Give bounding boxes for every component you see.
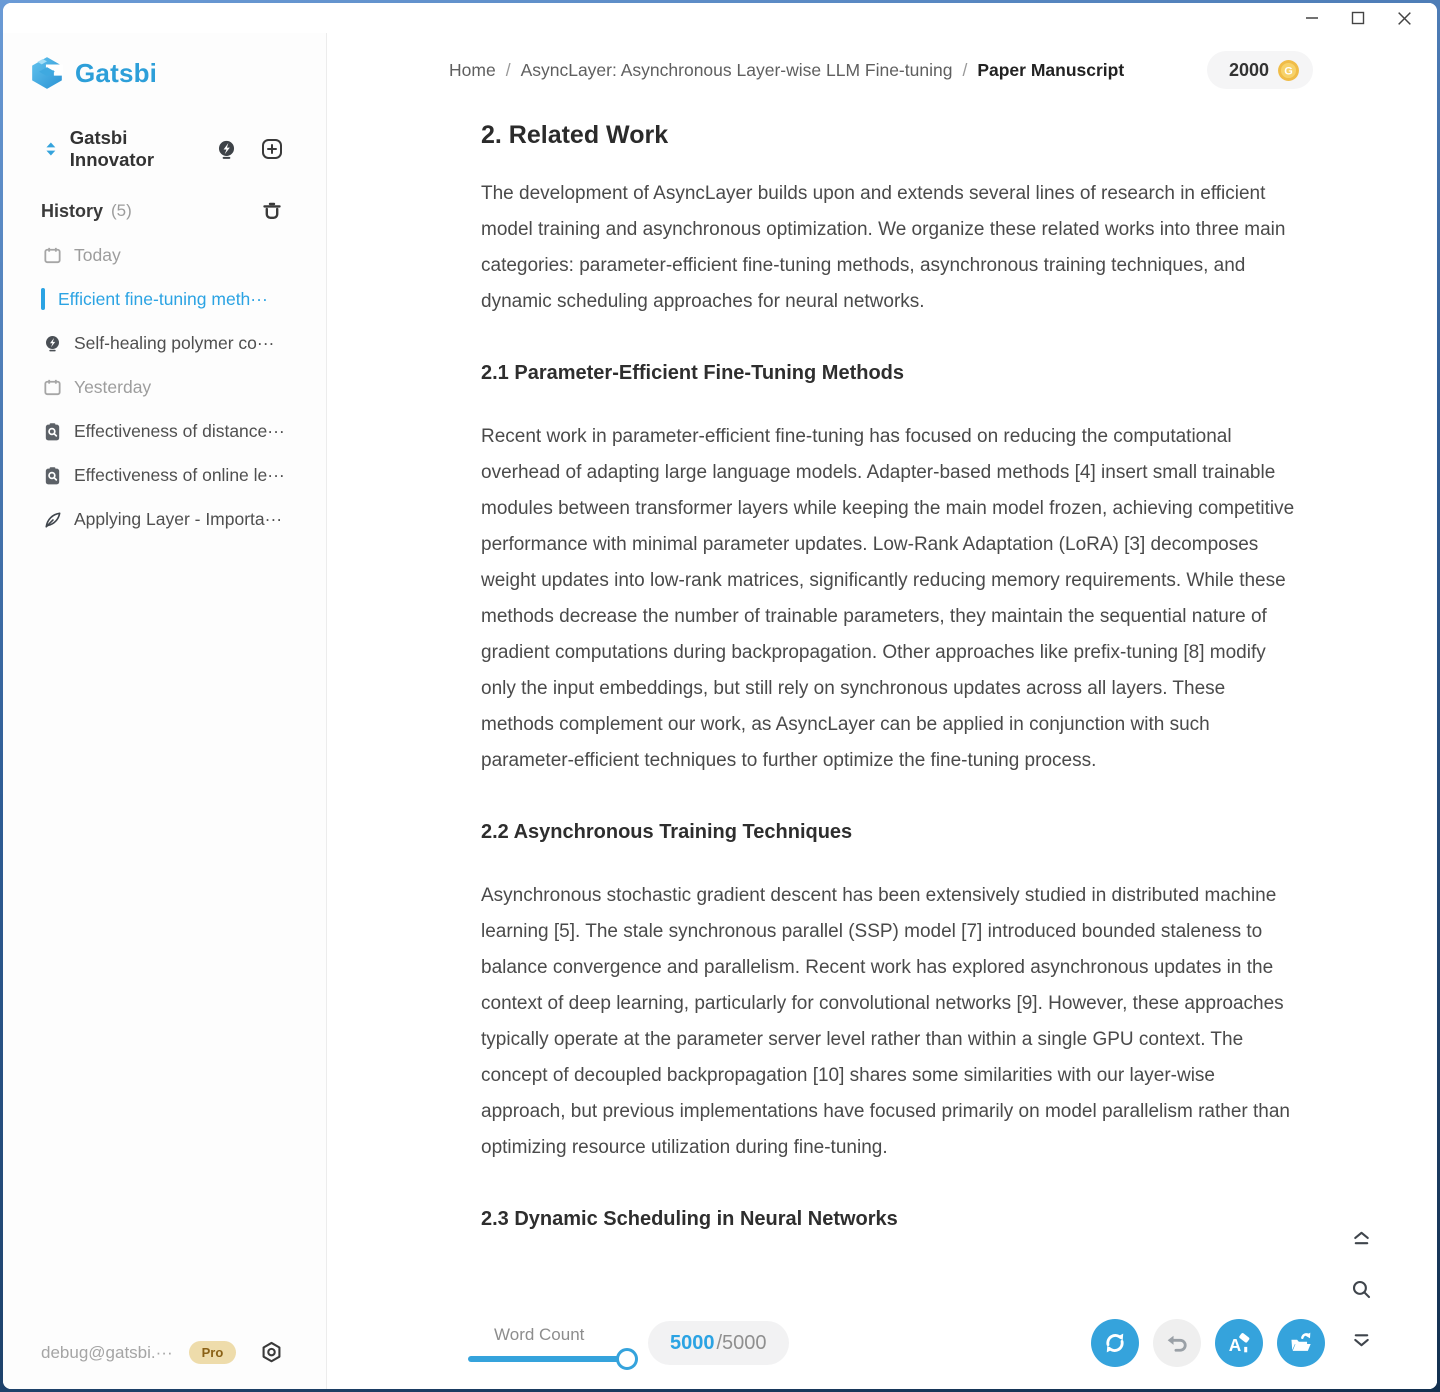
history-list [3,233,326,541]
subsection-heading-2-1: 2.1 Parameter-Efficient Fine-Tuning Methods [481,362,905,384]
credits-badge[interactable] [1207,51,1313,89]
lightbulb-bolt-icon [215,138,238,161]
idea-mode-button[interactable] [215,138,238,161]
calendar-icon [41,245,63,266]
word-count-label: Word Count [494,1324,585,1344]
ai-polish-button[interactable] [1215,1319,1263,1367]
word-count-control [468,1325,634,1362]
history-label: History [41,200,104,221]
history-group-yesterday [3,365,326,409]
minimize-icon [1304,10,1320,26]
breadcrumb [327,33,1437,107]
history-item-label: Efficient fine-tuning meth··· [58,288,268,309]
history-item[interactable] [3,409,326,453]
scroll-to-top-button[interactable] [1341,1218,1381,1258]
new-chat-button[interactable] [260,137,284,161]
workspace-row[interactable] [41,127,284,171]
word-count-max: /5000 [716,1331,767,1354]
plan-badge: Pro [189,1341,237,1364]
refresh-icon [1102,1330,1128,1356]
paragraph-2-1: Recent work in parameter-efficient fine-tuning has focused on reducing the computational overhead of adapting large language models. Adapter-based methods [4] insert small trainable modules between transformer layers while keeping the main model frozen, achieving competitive performance with minimal parameter updates. Low-Rank Adaptation (LoRA) [3] decomposes weight updates into low-rank matrices, significantly reducing memory requirements. While these methods decrease the number of trainable parameters, they maintain the sequential nature of gradient computations during backpropagation. Other approaches like prefix-tuning [8] modify only the input embeddings, but still rely on synchronous updates across all layers. These methods complement our work, as AsyncLayer can be applied in conjunction with such parameter-efficient techniques to further optimize the fine-tuning process. [481,426,1295,771]
close-icon [1396,10,1413,27]
breadcrumb-project[interactable]: AsyncLayer: Asynchronous Layer-wise LLM Fine-tuning [520,59,953,80]
breadcrumb-home[interactable]: Home [449,59,496,80]
export-button[interactable] [1277,1319,1325,1367]
close-button[interactable] [1381,3,1427,33]
maximize-icon [1350,10,1366,26]
workspace-name: Gatsbi Innovator [69,127,155,170]
history-item-label: Self-healing polymer co··· [74,332,275,353]
history-item-selected[interactable] [3,277,326,321]
lightbulb-bolt-icon [41,333,63,354]
search-icon [1349,1277,1374,1302]
history-item-label: Applying Layer - Importa··· [74,508,283,529]
feather-icon [41,509,63,530]
gear-icon [259,1340,284,1365]
editor-toolbar [327,1297,1437,1389]
breadcrumb-separator: / [962,59,968,80]
settings-button[interactable] [259,1340,284,1365]
word-count-slider[interactable] [468,1356,634,1362]
selected-indicator [41,288,45,310]
scroll-to-bottom-button[interactable] [1341,1320,1381,1360]
history-item[interactable] [3,321,326,365]
app-window [3,3,1437,1389]
history-header [41,199,284,223]
credits-amount: 2000 [1228,59,1269,80]
word-count-value: 5000 [670,1331,715,1354]
manuscript [327,107,1303,1231]
history-group-label: Yesterday [74,376,152,397]
titlebar [3,3,1437,33]
history-group-today [3,233,326,277]
undo-button[interactable] [1153,1319,1201,1367]
trash-icon [260,199,284,223]
document-search-icon [41,421,63,442]
paragraph-intro: The development of AsyncLayer builds upon and extends several lines of research in efficient model training and asynchronous optimization. We organize these related works into three main categories: parameter-efficient fine-tuning methods, asynchronous training techniques, and dynamic scheduling approaches for neural networks. [481,183,1286,312]
svg-text:G: G [1284,64,1293,77]
svg-text:A: A [1228,1335,1242,1356]
minimize-button[interactable] [1289,3,1335,33]
section-title: 2. Related Work [481,121,669,149]
history-group-label: Today [74,244,121,265]
subsection-heading-2-2: 2.2 Asynchronous Training Techniques [481,821,853,843]
breadcrumb-current: Paper Manuscript [977,59,1125,80]
maximize-button[interactable] [1335,3,1381,33]
history-count: (5) [111,201,132,220]
sidebar [3,33,327,1389]
user-email: debug@gatsbi.··· [41,1342,173,1362]
plus-square-icon [260,137,284,161]
user-row [41,1340,284,1365]
document-search-icon [41,465,63,486]
brand-row [29,55,326,91]
paragraph-2-2: Asynchronous stochastic gradient descent has been extensively studied in distributed machine learning [5]. The stale synchronous parallel (SSP) model [7] introduced bounded staleness to balance convergence and parallelism. Recent work has explored asynchronous updates in the context of deep learning, particularly for convolutional networks [9]. However, these approaches typically operate at the parameter server level rather than within a single GPU context. The concept of decoupled backpropagation [10] shares some similarities with our layer-wise approach, but previous implementations have focused primarily on model parallelism rather than optimizing resource utilization during fine-tuning. [481,885,1290,1158]
action-buttons [1091,1319,1325,1367]
gatsbi-logo-icon [29,55,65,91]
clear-history-button[interactable] [260,199,284,223]
undo-arrow-icon [1164,1330,1190,1356]
word-count-display [648,1321,789,1365]
history-item-label: Effectiveness of online le··· [74,464,285,485]
coin-icon [1277,59,1300,82]
scroll-top-icon [1349,1226,1374,1251]
search-button[interactable] [1341,1269,1381,1309]
regenerate-button[interactable] [1091,1319,1139,1367]
app-body [3,33,1437,1389]
calendar-icon [41,377,63,398]
slider-thumb[interactable] [616,1348,638,1370]
main-panel [327,33,1437,1389]
page-nav-stack [1341,1218,1381,1360]
scroll-bottom-icon [1349,1328,1374,1353]
sort-arrows-icon [41,139,61,159]
brand-name: Gatsbi [75,57,158,88]
history-item[interactable] [3,453,326,497]
subsection-heading-2-3: 2.3 Dynamic Scheduling in Neural Networks [481,1208,898,1230]
breadcrumb-separator: / [505,59,511,80]
history-item[interactable] [3,497,326,541]
history-item-label: Effectiveness of distance··· [74,420,285,441]
ai-eraser-icon [1226,1330,1252,1356]
export-folder-icon [1288,1330,1314,1356]
